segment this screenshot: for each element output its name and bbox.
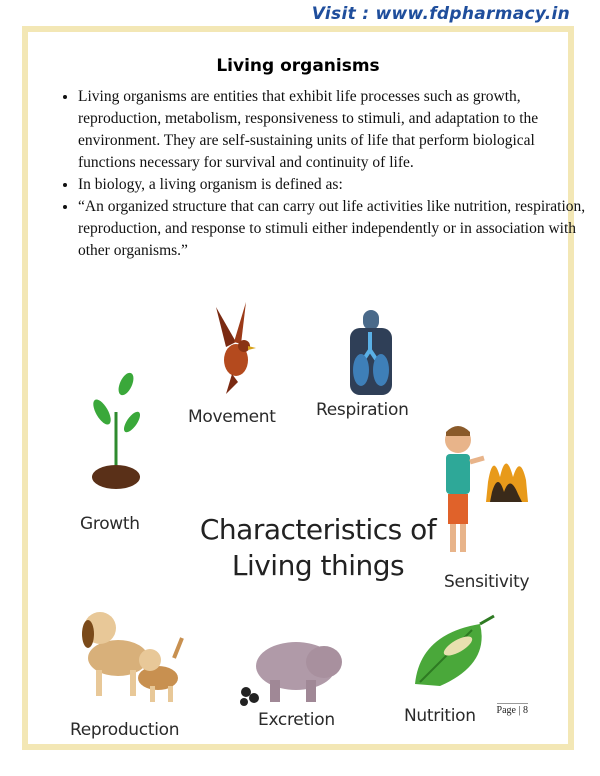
bullet-item: • Living organisms are entities that exhibit life processes such as growth, reproduction, metabolism, responsiveness to stimuli, and adaptation to the environment. They are self-sustaining units of life that perform biological functions necessary for survival and continuity of life.	[78, 86, 588, 174]
page-number: Page | 8	[496, 705, 528, 716]
page-title: Living organisms	[216, 56, 380, 76]
center-title-line2: Living things	[231, 549, 405, 582]
bird-icon	[206, 302, 266, 402]
page-content	[28, 32, 586, 744]
dogs-icon	[78, 598, 188, 708]
lungs-icon	[350, 310, 392, 395]
bullet-item: • “An organized structure that can carry out life activities like nutrition, respiration, reproduction, and response to stimuli either independently or in association with other organisms.”	[78, 196, 588, 262]
label-excretion: Excretion	[258, 710, 335, 730]
website-header[interactable]: Visit : www.fdpharmacy.in	[311, 4, 570, 24]
center-title-line1: Characteristics of	[199, 513, 437, 546]
page-frame	[22, 26, 586, 750]
label-growth: Growth	[80, 514, 140, 534]
hippo-icon	[236, 632, 346, 707]
label-movement: Movement	[188, 407, 276, 427]
plant-icon	[86, 372, 146, 492]
label-sensitivity: Sensitivity	[444, 572, 530, 592]
figure-center-title	[178, 512, 458, 584]
label-respiration: Respiration	[316, 400, 409, 420]
bullet-list	[58, 86, 588, 262]
label-reproduction: Reproduction	[70, 720, 180, 740]
leaf-icon	[410, 614, 500, 694]
bullet-item: • In biology, a living organism is defined as:	[78, 174, 588, 196]
label-nutrition: Nutrition	[404, 706, 476, 726]
characteristics-figure	[58, 302, 558, 742]
